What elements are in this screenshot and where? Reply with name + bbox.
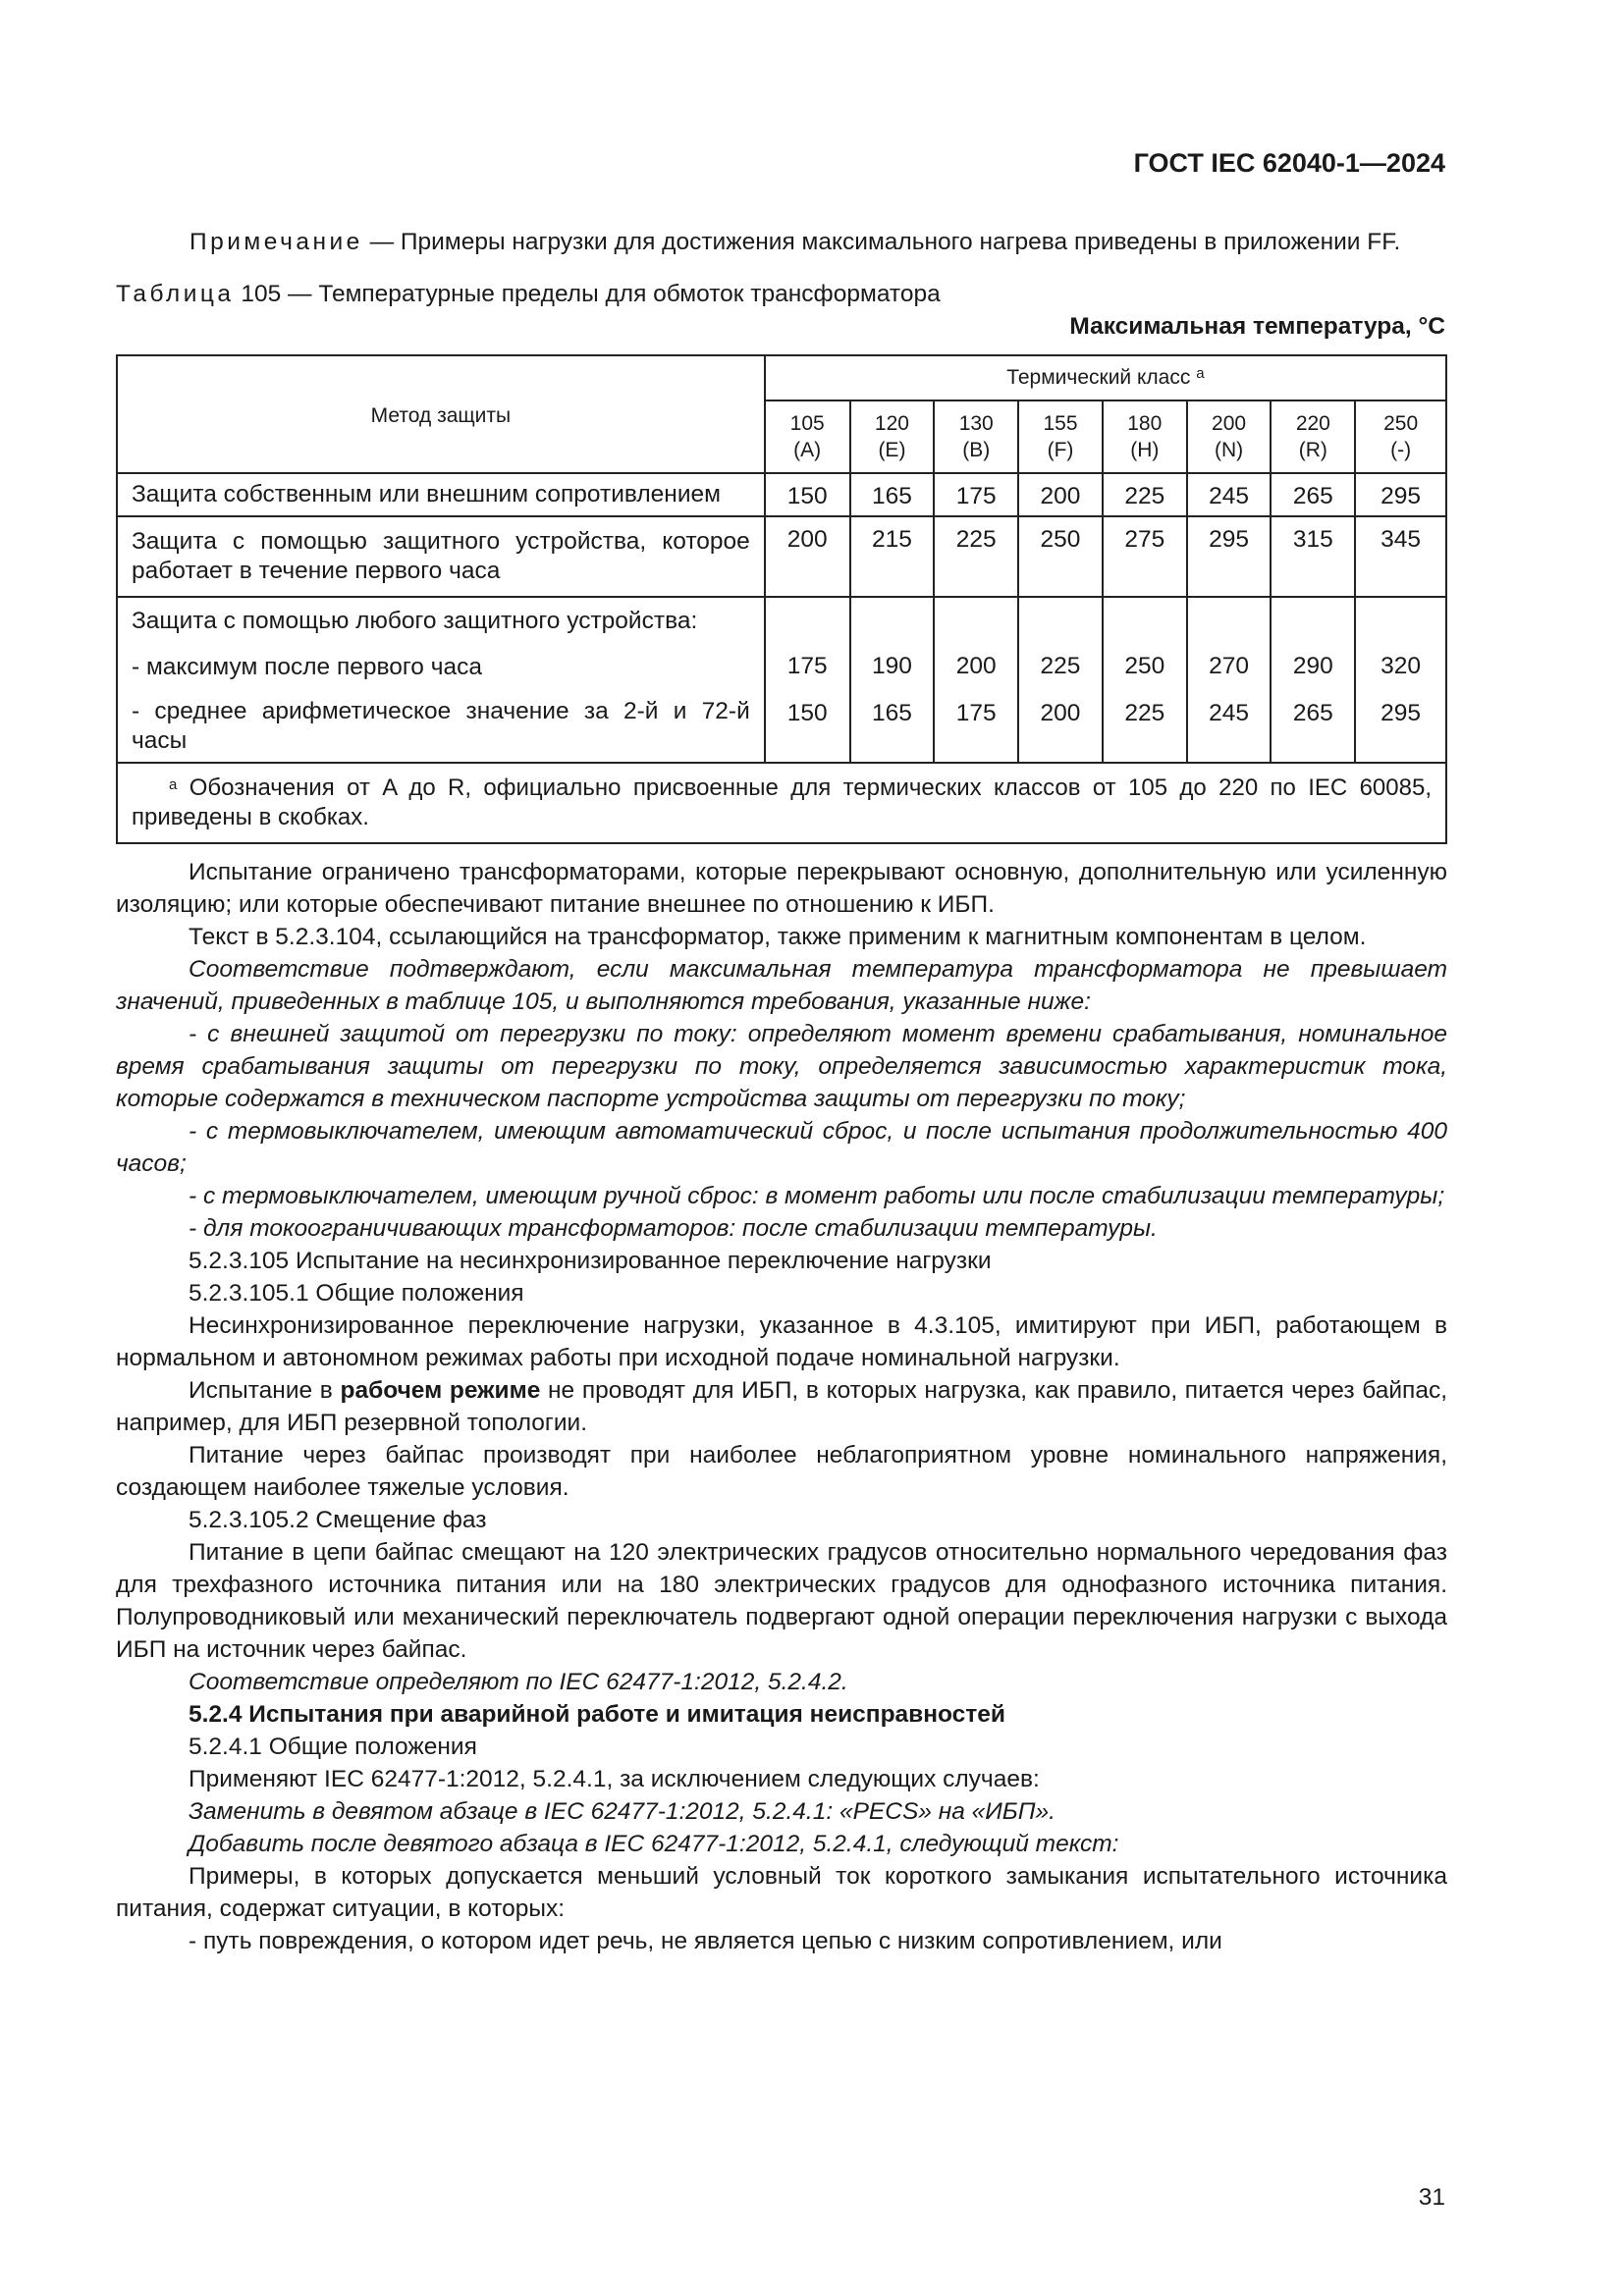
table-cell: 290 [1271, 644, 1355, 691]
footnote-mark: a [169, 776, 178, 793]
class-column-header: 180 (H) [1103, 400, 1187, 473]
table-cell: 150 [765, 691, 850, 763]
body-text [116, 856, 1447, 1957]
note-label: Примечание [189, 229, 363, 255]
paragraph: Добавить после девятого абзаца в IEC 62477-1:2012, 5.2.4.1, следующий текст: [189, 1831, 1119, 1857]
footnote-text: Обозначения от A до R, официально присвоенные для термических классов от 105 до 220 по IEC 60085, приведены в скобках. [132, 774, 1432, 830]
thermal-class-footnote-mark: a [1196, 365, 1205, 382]
paragraph: - для токоограничивающих трансформаторов: после стабилизации температуры. [189, 1215, 1158, 1242]
table-cell: 295 [1355, 691, 1446, 763]
table-cell: 175 [934, 473, 1018, 516]
document-id: ГОСТ IEC 62040-1—2024 [1133, 148, 1445, 178]
note [189, 226, 1446, 258]
class-column-header: 105 (A) [765, 400, 850, 473]
paragraph: Питание в цепи байпас смещают на 120 электрических градусов относительно нормального чередования фаз для трехфазного источника питания или на 180 электрических градусов для однофазного источника питания. Полупроводниковый или механический переключатель подвергают одной операции переключения нагрузки с выхода ИБП на источник через байпас. [116, 1539, 1447, 1663]
table-cell: 175 [765, 644, 850, 691]
table-cell: 245 [1187, 473, 1272, 516]
row-label: - максимум после первого часа [117, 644, 765, 691]
table-cell: 315 [1271, 516, 1355, 597]
table-cell: 250 [1018, 516, 1103, 597]
table-cell: 225 [1018, 644, 1103, 691]
method-column-header: Метод защиты [117, 355, 765, 473]
table-cell: 200 [934, 644, 1018, 691]
table-cell: 165 [850, 691, 935, 763]
section-heading: 5.2.3.105.2 Смещение фаз [189, 1507, 487, 1533]
paragraph: - с внешней защитой от перегрузки по току: определяют момент времени срабатывания, номинальное время срабатывания защиты от перегрузки по току, определяется зависимостью характеристик тока, которые содержатся в техническом паспорте устройства защиты от перегрузки по току; [116, 1021, 1447, 1112]
table-row [117, 644, 1446, 691]
page-number: 31 [1418, 2184, 1445, 2211]
section-heading: 5.2.4.1 Общие положения [189, 1734, 477, 1760]
table-cell: 150 [765, 473, 850, 516]
table-cell: 265 [1271, 473, 1355, 516]
table-group-title-row [117, 597, 1446, 644]
table-cell: 200 [765, 516, 850, 597]
paragraph: Примеры, в которых допускается меньший условный ток короткого замыкания испытательного источника питания, содержат ситуации, в которых: [116, 1863, 1447, 1922]
table-cell: 245 [1187, 691, 1272, 763]
table-cell: 345 [1355, 516, 1446, 597]
table-unit: Максимальная температура, °C [1069, 313, 1445, 340]
table-row [117, 691, 1446, 763]
paragraph: Питание через байпас производят при наиболее неблагоприятном уровне номинального напряжения, создающем наиболее тяжелые условия. [116, 1442, 1447, 1501]
paragraph: Несинхронизированное переключение нагрузки, указанное в 4.3.105, имитируют при ИБП, работающем в нормальном и автономном режимах работы при исходной подаче номинальной нагрузки. [116, 1312, 1447, 1371]
paragraph: - с термовыключателем, имеющим ручной сброс: в момент работы или после стабилизации температуры; [189, 1183, 1445, 1209]
class-column-header: 220 (R) [1271, 400, 1355, 473]
table-caption [116, 278, 941, 310]
paragraph: Применяют IEC 62477-1:2012, 5.2.4.1, за исключением следующих случаев: [189, 1766, 1040, 1792]
table-cell: 190 [850, 644, 935, 691]
table-cell: 275 [1103, 516, 1187, 597]
note-text: — Примеры нагрузки для достижения максимального нагрева приведены в приложении FF. [362, 229, 1401, 255]
table-caption-label: Таблица [116, 281, 235, 307]
paragraph: Испытание в рабочем режиме не проводят для ИБП, в которых нагрузка, как правило, питается через байпас, например, для ИБП резервной топологии. [116, 1377, 1447, 1436]
table-cell: 225 [934, 516, 1018, 597]
class-column-header: 120 (E) [850, 400, 935, 473]
table-cell: 200 [1018, 691, 1103, 763]
table-cell: 265 [1271, 691, 1355, 763]
paragraph: Соответствие подтверждают, если максимальная температура трансформатора не превышает значений, приведенных в таблице 105, и выполняются требования, указанные ниже: [116, 956, 1447, 1015]
table-cell: 295 [1355, 473, 1446, 516]
section-heading: 5.2.3.105 Испытание на несинхронизированное переключение нагрузки [189, 1248, 992, 1274]
table-cell: 215 [850, 516, 935, 597]
table-cell: 270 [1187, 644, 1272, 691]
table-caption-text: 105 — Температурные пределы для обмоток трансформатора [234, 281, 941, 307]
class-column-header: 200 (N) [1187, 400, 1272, 473]
thermal-class-label: Термический класс [1006, 366, 1191, 389]
table-cell: 320 [1355, 644, 1446, 691]
class-column-header: 130 (B) [934, 400, 1018, 473]
section-heading: 5.2.3.105.1 Общие положения [189, 1280, 524, 1307]
table-cell: 295 [1187, 516, 1272, 597]
row-label: Защита с помощью защитного устройства, которое работает в течение первого часа [117, 516, 765, 597]
table-cell: 200 [1018, 473, 1103, 516]
paragraph: Текст в 5.2.3.104, ссылающийся на трансформатор, также применим к магнитным компонентам в целом. [189, 924, 1367, 950]
row-label: - среднее арифметическое значение за 2-й и 72-й часы [117, 691, 765, 763]
table-cell: 165 [850, 473, 935, 516]
paragraph: - с термовыключателем, имеющим автоматический сброс, и после испытания продолжительностью 400 часов; [116, 1118, 1447, 1177]
table-cell: 175 [934, 691, 1018, 763]
table-row [117, 516, 1446, 597]
table-footnote-row [117, 763, 1446, 843]
table-cell: 225 [1103, 691, 1187, 763]
class-column-header: 250 (-) [1355, 400, 1446, 473]
group-title: Защита с помощью любого защитного устройства: [117, 597, 765, 644]
bold-term: рабочем режиме [340, 1377, 541, 1404]
paragraph: Испытание ограничено трансформаторами, которые перекрывают основную, дополнительную или усиленную изоляцию; или которые обеспечивают питание внешнее по отношению к ИБП. [116, 859, 1447, 918]
section-heading: 5.2.4 Испытания при аварийной работе и имитация неисправностей [189, 1701, 1005, 1728]
row-label: Защита собственным или внешним сопротивлением [117, 473, 765, 516]
thermal-class-header [765, 355, 1446, 400]
table-cell: 225 [1103, 473, 1187, 516]
table-row [117, 473, 1446, 516]
paragraph: Соответствие определяют по IEC 62477-1:2012, 5.2.4.2. [189, 1669, 848, 1695]
class-column-header: 155 (F) [1018, 400, 1103, 473]
paragraph: - путь повреждения, о котором идет речь, не является цепью с низким сопротивлением, или [189, 1928, 1222, 1954]
table-footnote [117, 763, 1446, 843]
paragraph: Заменить в девятом абзаце в IEC 62477-1:2012, 5.2.4.1: «PECS» на «ИБП». [189, 1798, 1056, 1825]
temperature-limits-table [116, 354, 1447, 844]
table-cell: 250 [1103, 644, 1187, 691]
